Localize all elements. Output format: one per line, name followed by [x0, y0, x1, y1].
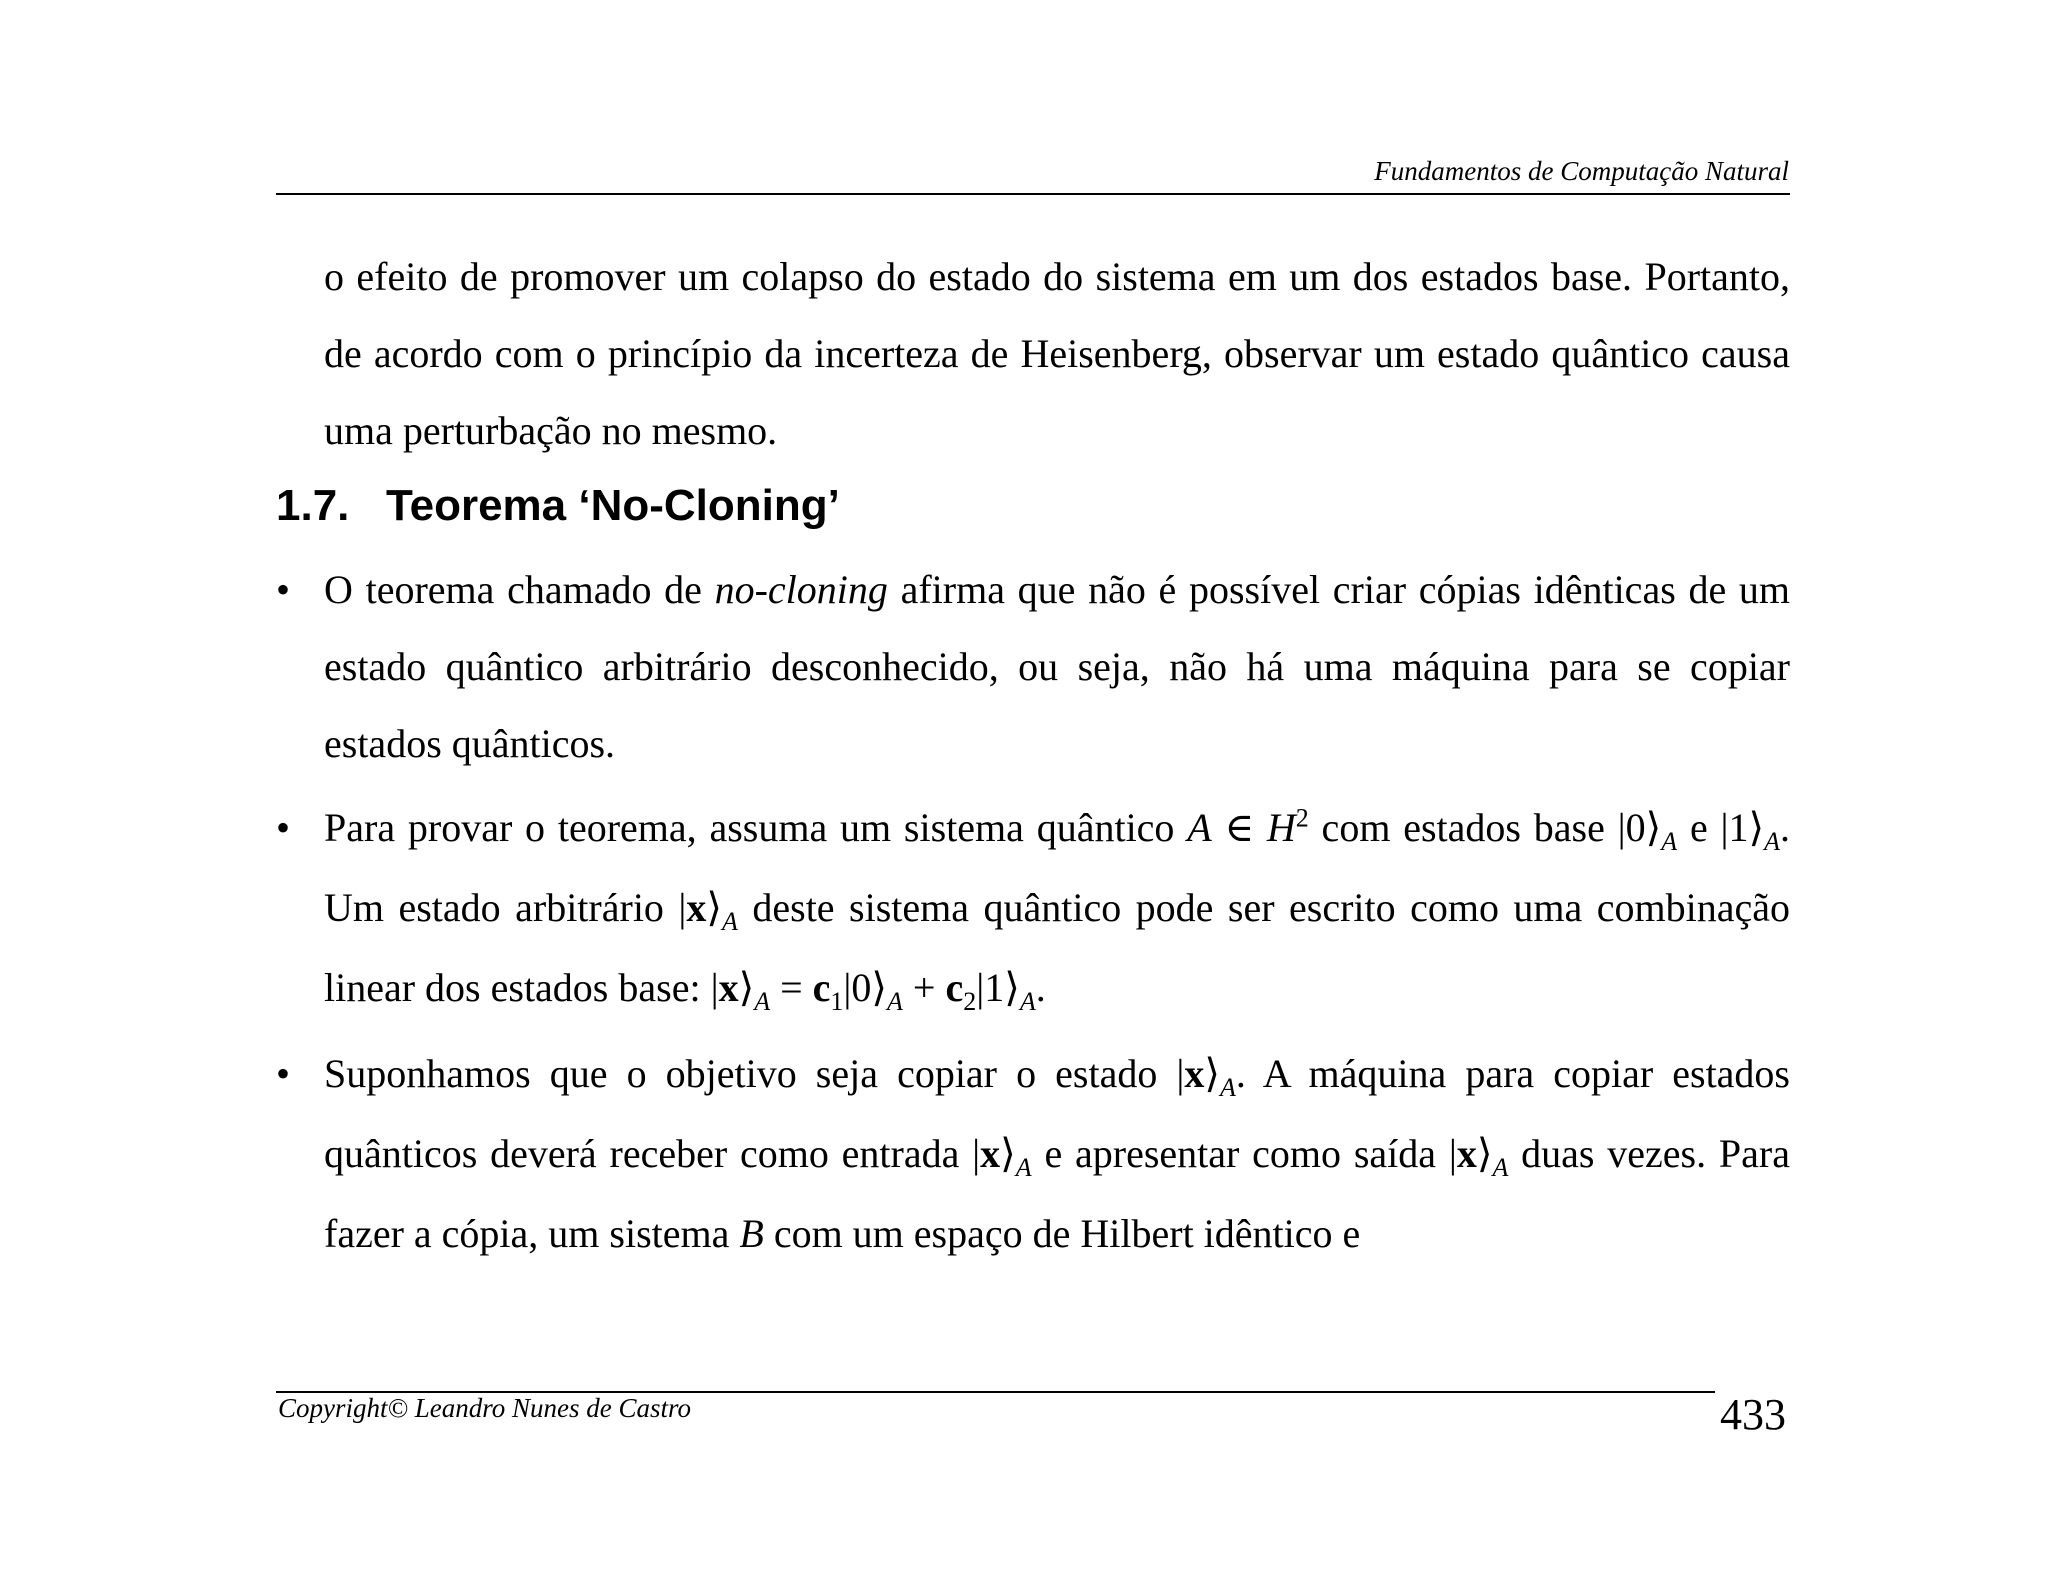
math-linear-combination: $x⟩_A$ = $c_1|0⟩_A$ + $c_2|1⟩_A$.: [718, 965, 1046, 1016]
bullet-text: . A máquina para copiar estados quânticos deverá receber como entrada |: [324, 1051, 1791, 1176]
bullet-text: duas vezes. Para fazer a cópia, um sistema: [324, 1131, 1791, 1256]
bullet-item: [276, 551, 1790, 782]
page-body: [276, 238, 1790, 1280]
section-number: 1.7.: [276, 481, 350, 530]
bullet-text: deste sistema quântico pode ser escrito como uma combinação linear dos estados base: |: [324, 885, 1790, 1010]
bullet-text: e apresentar como saída |: [1031, 1131, 1457, 1176]
bullet-text: . Um estado arbitrário |: [324, 805, 1791, 930]
section-heading: [276, 473, 1790, 539]
bullet-text: com um espaço de Hilbert idêntico e: [763, 1211, 1361, 1256]
math-set-membership: A ∈ $H^2$: [1187, 803, 1309, 850]
bullet-text: com estados base |0⟩: [1308, 805, 1662, 850]
bullet-icon: •: [276, 1051, 291, 1096]
bullet-text: e |1⟩: [1677, 805, 1765, 850]
running-header: Fundamentos de Computação Natural: [1374, 156, 1789, 186]
bullet-text: Suponhamos que o objetivo seja copiar o estado |: [324, 1051, 1185, 1096]
bullet-item: • Para provar o teorema, assuma um sistema quântico A ∈ $H^2$ com estados base $|0⟩_A$ e $|1⟩_A$. Um estado arbitrário $|x⟩_A$ deste sistema quântico pode ser escrito como uma combinação linear dos estados base: $|x⟩_A$ = $c_1|0⟩_A$ + $c_2|1⟩_A$.: [276, 788, 1790, 1028]
copyright-notice: Copyright© Leandro Nunes de Castro: [278, 1393, 692, 1423]
section-title: Teorema ‘No-Cloning’: [386, 481, 840, 530]
bullet-text: O teorema chamado de: [324, 567, 715, 612]
bullet-icon: •: [276, 567, 291, 612]
emphasis-term: no-cloning: [714, 567, 888, 612]
bullet-icon: •: [276, 805, 291, 850]
intro-paragraph: o efeito de promover um colapso do estado do sistema em um dos estados base. Portanto, de acordo com o princípio da incerteza de Heisenberg, observar um estado quântico causa uma perturbação no mesmo.: [324, 254, 1790, 453]
bullet-text: afirma que não é possível criar cópias idênticas de um estado quântico arbitrário desconhecido, ou seja, não há uma máquina para se copiar estados quânticos.: [324, 567, 1790, 766]
bullet-text: Para provar o teorema, assuma um sistema quântico: [324, 805, 1188, 850]
bullet-item: • Suponhamos que o objetivo seja copiar o estado $|x⟩_A$. A máquina para copiar estados quânticos deverá receber como entrada $|x⟩_A$ e apresentar como saída $|x⟩_A$ duas vezes. Para fazer a cópia, um sistema B com um espaço de Hilbert idêntico e: [276, 1034, 1790, 1274]
header-rule: [276, 193, 1790, 195]
page-number: 433: [1720, 1390, 1786, 1439]
